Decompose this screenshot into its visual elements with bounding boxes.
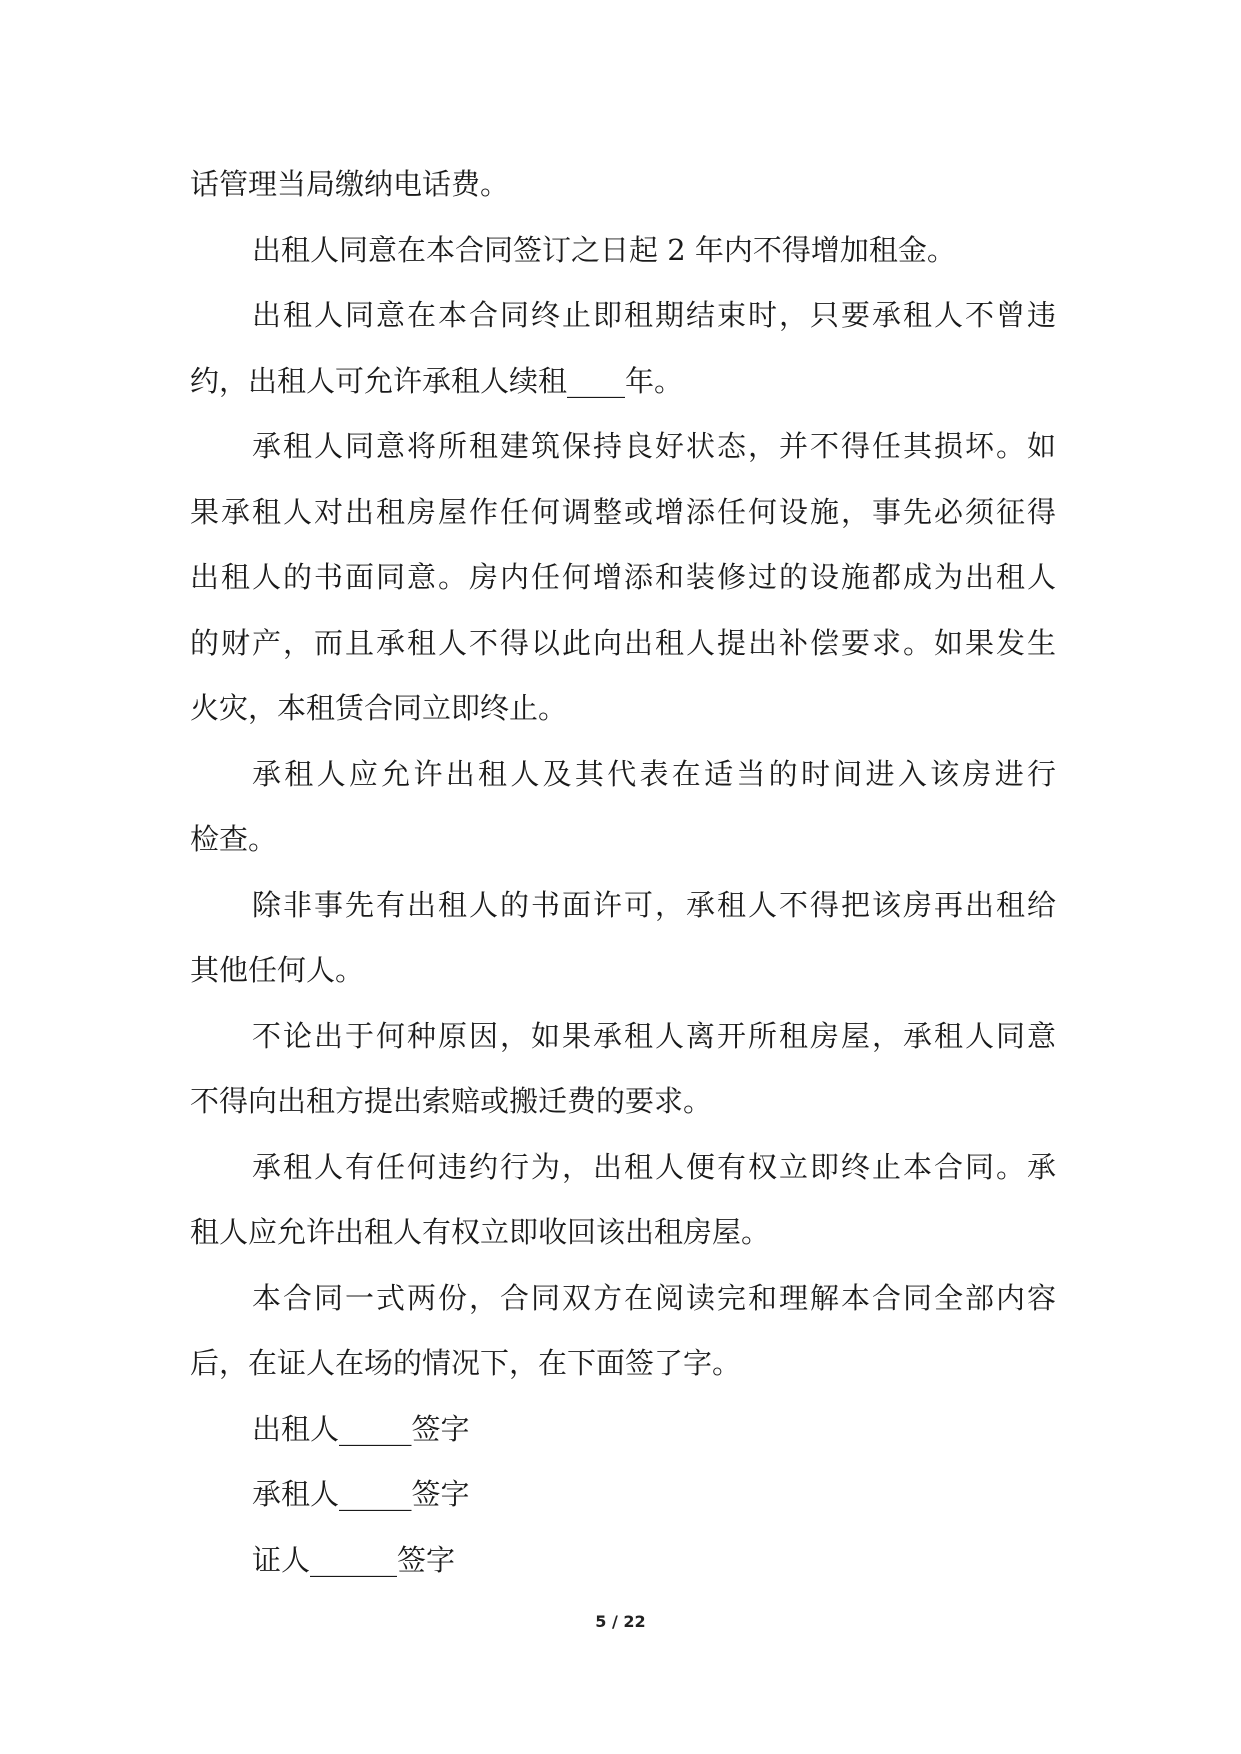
paragraph-line: 除非事先有出租人的书面许可，承租人不得把该房再出租给	[252, 887, 1056, 922]
paragraph-line: 检查。	[190, 822, 278, 856]
paragraph-line: 话管理当局缴纳电话费。	[190, 167, 510, 201]
paragraph-line: 本合同一式两份，合同双方在阅读完和理解本合同全部内容	[252, 1280, 1056, 1315]
paragraph-line: 火灾，本租赁合同立即终止。	[190, 691, 568, 725]
paragraph-line: 约，出租人可允许承租人续租____年。	[190, 363, 684, 398]
paragraph-line: 的财产，而且承租人不得以此向出租人提出补偿要求。如果发生	[190, 625, 1056, 660]
document-body	[190, 152, 1056, 1593]
signature-line-lessor: 出租人_____签字	[252, 1411, 470, 1446]
paragraph-line: 不论出于何种原因，如果承租人离开所租房屋，承租人同意	[252, 1018, 1056, 1053]
paragraph-line: 后，在证人在场的情况下，在下面签了字。	[190, 1346, 742, 1380]
paragraph-line: 承租人应允许出租人及其代表在适当的时间进入该房进行	[252, 756, 1056, 791]
signature-line-witness: 证人______签字	[252, 1542, 456, 1577]
signature-line-lessee: 承租人_____签字	[252, 1477, 470, 1511]
paragraph-line: 租人应允许出租人有权立即收回该出租房屋。	[190, 1215, 771, 1249]
paragraph-line: 果承租人对出租房屋作任何调整或增添任何设施，事先必须征得	[190, 494, 1056, 529]
paragraph-line: 出租人的书面同意。房内任何增添和装修过的设施都成为出租人	[190, 560, 1056, 594]
paragraph-line: 出租人同意在本合同签订之日起 2 年内不得增加租金。	[252, 232, 956, 267]
paragraph-line: 其他任何人。	[190, 953, 365, 987]
paragraph-line: 承租人有任何违约行为，出租人便有权立即终止本合同。承	[252, 1149, 1056, 1184]
paragraph-line: 不得向出租方提出索赔或搬迁费的要求。	[190, 1084, 713, 1118]
paragraph-line: 出租人同意在本合同终止即租期结束时，只要承租人不曾违	[252, 298, 1056, 332]
page-number: 5 / 22	[595, 1612, 646, 1631]
paragraph-line: 承租人同意将所租建筑保持良好状态，并不得任其损坏。如	[252, 429, 1056, 463]
